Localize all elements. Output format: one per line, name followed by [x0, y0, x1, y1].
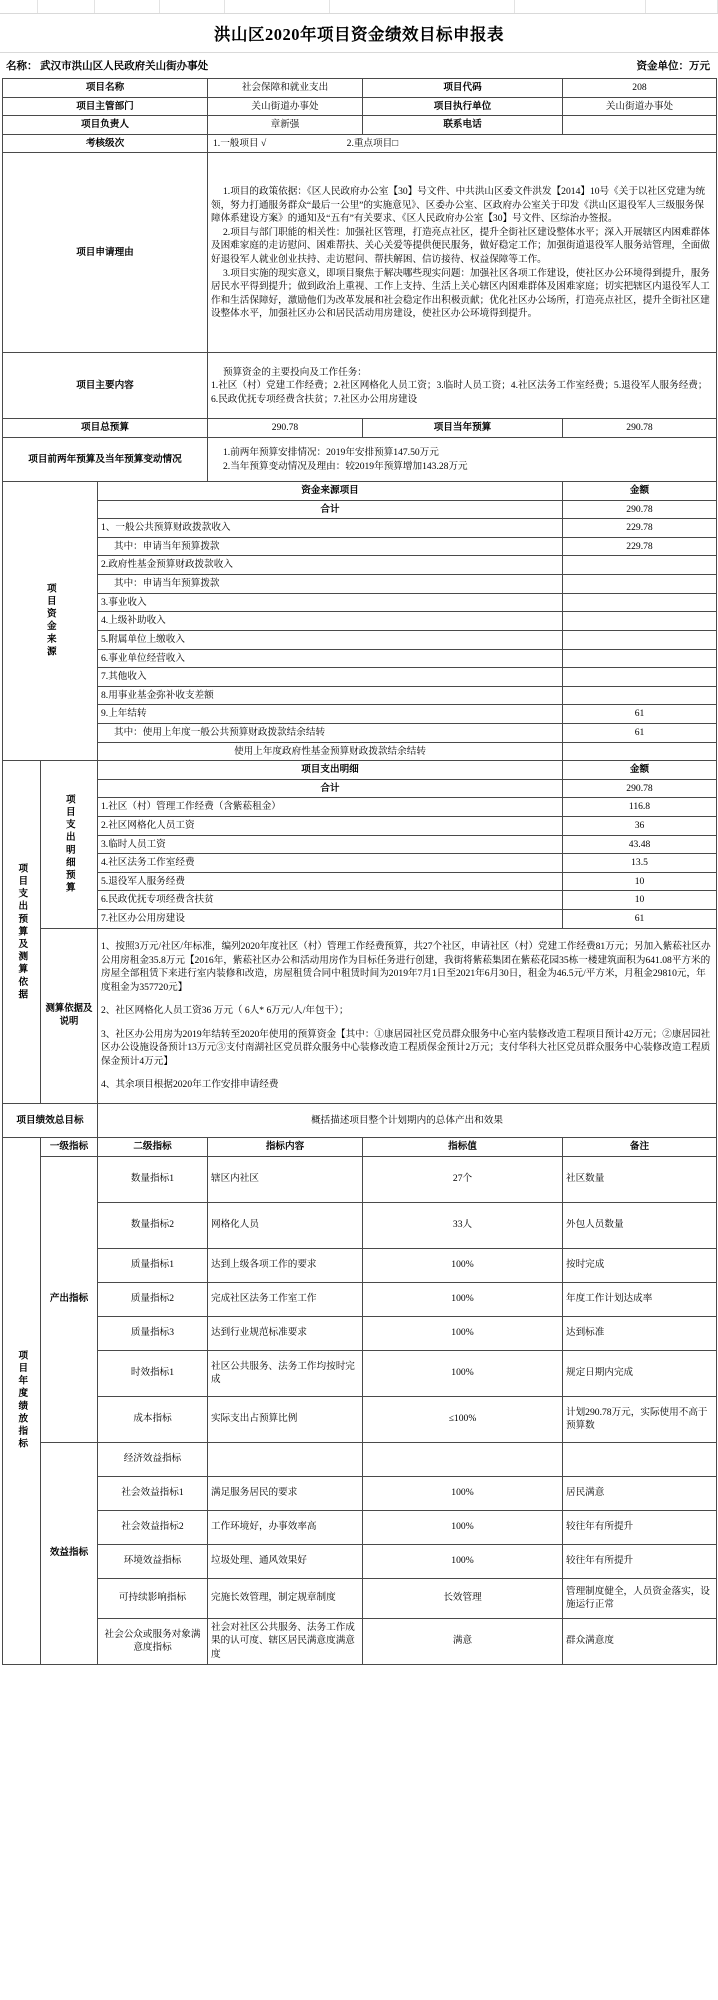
table-row-expenditure-item	[3, 891, 717, 910]
perf-content: 辖区内社区	[208, 1156, 363, 1202]
overall-goal-label: 项目绩效总目标	[3, 1104, 98, 1138]
perf-value: 100%	[363, 1476, 563, 1510]
table-row-funding-item	[3, 537, 717, 556]
perf-value: ≤100%	[363, 1396, 563, 1442]
perf-content: 社区公共服务、法务工作均按时完成	[208, 1350, 363, 1396]
perf-group-output: 产出指标	[41, 1156, 98, 1442]
expenditure-item-amount: 116.8	[563, 798, 717, 817]
table-row-perf-item	[3, 1442, 717, 1476]
perf-content: 达到上级各项工作的要求	[208, 1248, 363, 1282]
perf-col-value: 指标值	[363, 1138, 563, 1157]
name-value: 武汉市洪山区人民政府关山街办事处	[40, 61, 209, 72]
perf-level2: 时效指标1	[98, 1350, 208, 1396]
unit-name-block	[6, 58, 208, 73]
exec-value: 关山街道办事处	[563, 97, 717, 116]
funding-item-amount	[563, 593, 717, 612]
funding-item-amount	[563, 612, 717, 631]
table-row-basis	[3, 928, 717, 1103]
table-row-expenditure-item	[3, 854, 717, 873]
perf-value: 100%	[363, 1510, 563, 1544]
perf-content: 垃圾处理、通风效果好	[208, 1544, 363, 1578]
reason-paragraph-1: 1.项目的政策依据：《区人民政府办公室【30】号文件、中共洪山区委文件洪发【2014】10号《关于以社区党建为统领，努力打通服务群众“最后一公里”的实施意见》、区委办公室、区政府办公室关于印发《洪山区退役军人三级服务保障体系建设方案》的通知及“五有”有关要求、《区人民政府办公室【30】号文件、区综治办签报。	[211, 185, 706, 225]
table-row-reason	[3, 153, 717, 353]
perf-level2: 质量指标3	[98, 1316, 208, 1350]
perf-note: 群众满意度	[563, 1618, 717, 1664]
perf-value: 100%	[363, 1544, 563, 1578]
expenditure-item-amount: 290.78	[563, 779, 717, 798]
perf-note: 较往年有所提升	[563, 1544, 717, 1578]
perf-note: 按时完成	[563, 1248, 717, 1282]
funding-item-amount: 61	[563, 705, 717, 724]
table-row-assessment-level	[3, 134, 717, 153]
content-paragraph-1: 预算资金的主要投向及工作任务：	[223, 366, 367, 378]
perf-value: 100%	[363, 1350, 563, 1396]
expenditure-item-amount: 61	[563, 910, 717, 929]
level-label: 考核级次	[3, 134, 208, 153]
level-options	[208, 134, 717, 153]
perf-content: 完成社区法务工作室工作	[208, 1282, 363, 1316]
funding-item-name: 其中：申请当年预算拨款	[98, 537, 563, 556]
funding-item-name: 1、一般公共预算财政拨款收入	[98, 519, 563, 538]
project-name-label: 项目名称	[3, 79, 208, 98]
table-row-funding-item	[3, 556, 717, 575]
funding-item-name: 其中：申请当年预算拨款	[98, 575, 563, 594]
total-budget-label: 项目总预算	[3, 419, 208, 438]
table-row-perf-header	[3, 1138, 717, 1157]
owner-value: 章新强	[208, 116, 363, 135]
perf-label-text: 项目年度绩放指标	[16, 1350, 28, 1452]
owner-label: 项目负责人	[3, 116, 208, 135]
table-row-funding-item	[3, 686, 717, 705]
perf-col-level1: 一级指标	[41, 1138, 98, 1157]
funding-item-name: 2.政府性基金预算财政拨款收入	[98, 556, 563, 575]
subheader	[0, 53, 718, 78]
table-row-owner	[3, 116, 717, 135]
perf-note: 社区数量	[563, 1156, 717, 1202]
table-row-funding-item	[3, 649, 717, 668]
content-label: 项目主要内容	[3, 353, 208, 419]
expenditure-item-name: 合计	[98, 779, 563, 798]
expenditure-item-amount: 10	[563, 872, 717, 891]
table-row-department	[3, 97, 717, 116]
perf-content: 实际支出占预算比例	[208, 1396, 363, 1442]
table-row-funding-header	[3, 482, 717, 501]
table-row-perf-item	[3, 1578, 717, 1618]
table-row-expenditure-item	[3, 872, 717, 891]
perf-note: 居民满意	[563, 1476, 717, 1510]
funding-item-amount	[563, 649, 717, 668]
expenditure-item-name: 7.社区办公用房建设	[98, 910, 563, 929]
basis-body	[98, 928, 717, 1103]
level-option-key[interactable]: 2.重点项目□	[346, 137, 399, 149]
expenditure-item-name: 6.民政优抚专项经费含扶贫	[98, 891, 563, 910]
table-row-expenditure-item	[3, 798, 717, 817]
basis-paragraph-1: 1、按照3万元/社区/年标准，编列2020年度社区（村）管理工作经费预算，共27个社区，申请社区（村）党建工作经费81万元；另加入紫菘社区办公用房租金35.8万元【2016年，紫菘社区办公和活动用房作为目标任务进行创建，我街将紫菘集团在紫菘花园35栋一楼建筑面积为641.08平方米的房屋全部租赁下来进行室内装修和改造，房屋租赁合同中租赁时间为2019年7月1日至2021年6月30日，租金为46.5元/平方米，月租金29810元，年度租金为357720元】	[101, 941, 711, 994]
page-title: 洪山区2020年项目资金绩效目标申报表	[0, 14, 718, 53]
expenditure-item-amount: 43.48	[563, 835, 717, 854]
prior-budget-paragraph-1: 1.前两年预算安排情况：2019年安排预算147.50万元	[223, 446, 439, 458]
perf-value: 33人	[363, 1202, 563, 1248]
table-row-funding-item	[3, 630, 717, 649]
name-label: 名称：	[6, 61, 38, 72]
table-row-expenditure-header	[3, 761, 717, 780]
funding-item-name: 9.上年结转	[98, 705, 563, 724]
table-row-funding-item	[3, 742, 717, 761]
expenditure-col-item: 项目支出明细	[98, 761, 563, 780]
perf-col-level2: 二级指标	[98, 1138, 208, 1157]
funding-item-name: 其中：使用上年度一般公共预算财政拨款结余结转	[98, 723, 563, 742]
table-row-perf-item	[3, 1248, 717, 1282]
perf-content: 满足服务居民的要求	[208, 1476, 363, 1510]
table-row-perf-item	[3, 1476, 717, 1510]
expenditure-item-name: 2.社区网格化人员工资	[98, 817, 563, 836]
overall-goal-value: 概括描述项目整个计划期内的总体产出和效果	[98, 1104, 717, 1138]
project-code-value: 208	[563, 79, 717, 98]
content-body	[208, 353, 717, 419]
perf-level2: 社会公众或服务对象满意度指标	[98, 1618, 208, 1664]
perf-value: 长效管理	[363, 1578, 563, 1618]
table-row-funding-item	[3, 705, 717, 724]
table-row-main-content	[3, 353, 717, 419]
total-budget-value: 290.78	[208, 419, 363, 438]
perf-content: 工作环境好，办事效率高	[208, 1510, 363, 1544]
funding-item-name: 合计	[98, 500, 563, 519]
funding-item-amount	[563, 556, 717, 575]
expenditure-item-name: 5.退役军人服务经费	[98, 872, 563, 891]
basis-paragraph-3: 3、社区办公用房为2019年结转至2020年使用的预算资金【其中：①康居园社区党员群众服务中心室内装修改造工程项目预计42万元；②康居园社区办公设施设备预计13万元③支付南湖社区党员群众服务中心装修改造工程质保金预计2万元；支付华科大社区党员群众服务中心装修改造工程质保金预计4万元】	[101, 1028, 711, 1067]
table-row-expenditure-item	[3, 779, 717, 798]
reason-content	[208, 153, 717, 353]
table-row-funding-item	[3, 575, 717, 594]
perf-col-content: 指标内容	[208, 1138, 363, 1157]
reason-label: 项目申请理由	[3, 153, 208, 353]
perf-content: 网格化人员	[208, 1202, 363, 1248]
perf-label	[3, 1138, 41, 1664]
reason-paragraph-3: 3.项目实施的现实意义，即项目聚焦于解决哪些现实问题：加强社区各项工作建设，使社区办公环境得到提升，服务居民水平得到提升；做到政治上重视、工作上支持、生活上关心辖区内困难群体及困难家庭；切实把辖区内退役军人工作和生活保障好，激励他们为改革发展和社会稳定作出积极贡献；优化社区办公场所，打造亮点社区，提升全街社区建设整体水平，加强社区办公和居民活动用房建设，使社区办公环境得到提升。	[211, 267, 710, 320]
perf-level2: 可持续影响指标	[98, 1578, 208, 1618]
funding-item-amount: 229.78	[563, 519, 717, 538]
exec-label: 项目执行单位	[363, 97, 563, 116]
table-row-expenditure-item	[3, 817, 717, 836]
prior-budget-body	[208, 438, 717, 482]
perf-level2: 成本指标	[98, 1396, 208, 1442]
table-row-funding-item	[3, 593, 717, 612]
basis-label-text: 测算依据及说明	[45, 1003, 93, 1027]
perf-note: 外包人员数量	[563, 1202, 717, 1248]
table-row-funding-item	[3, 519, 717, 538]
table-row-funding-item	[3, 723, 717, 742]
content-paragraph-2: 1.社区（村）党建工作经费；2.社区网格化人员工资；3.临时人员工资；4.社区法务工作室经费；5.退役军人服务经费；6.民政优抚专项经费含扶贫；7.社区办公用房建设	[211, 380, 708, 405]
perf-col-note: 备注	[563, 1138, 717, 1157]
funding-item-amount	[563, 575, 717, 594]
expenditure-inner-label-text: 项目支出明细预算	[63, 794, 75, 895]
level-option-general[interactable]: 1.一般项目 √	[213, 137, 267, 149]
expenditure-item-amount: 10	[563, 891, 717, 910]
perf-group-benefit: 效益指标	[41, 1442, 98, 1664]
perf-level2: 社会效益指标1	[98, 1476, 208, 1510]
table-row-funding-item	[3, 500, 717, 519]
perf-value: 100%	[363, 1316, 563, 1350]
phone-label: 联系电话	[363, 116, 563, 135]
dept-label: 项目主管部门	[3, 97, 208, 116]
form-table	[2, 78, 717, 1665]
funding-source-label-text: 项目资金来源	[44, 583, 56, 659]
perf-note	[563, 1442, 717, 1476]
funding-source-label	[3, 482, 98, 761]
funding-item-name: 4.上级补助收入	[98, 612, 563, 631]
basis-label	[41, 928, 98, 1103]
perf-note: 计划290.78万元，实际使用不高于预算数	[563, 1396, 717, 1442]
table-row-funding-item	[3, 668, 717, 687]
table-row-perf-item	[3, 1316, 717, 1350]
perf-level2: 质量指标2	[98, 1282, 208, 1316]
project-name-value: 社会保障和就业支出	[208, 79, 363, 98]
perf-value	[363, 1442, 563, 1476]
expenditure-outer-label	[3, 761, 41, 1104]
perf-content: 社会对社区公共服务、法务工作成果的认可度、辖区居民满意度满意度	[208, 1618, 363, 1664]
table-row-perf-item	[3, 1510, 717, 1544]
funding-item-amount: 229.78	[563, 537, 717, 556]
perf-level2: 经济效益指标	[98, 1442, 208, 1476]
reason-paragraph-2: 2.项目与部门职能的相关性：加强社区管理，打造亮点社区，提升全街社区建设整体水平；深入开展辖区内困难群体及困难家庭的走访慰问、困难帮扶、关心关爱等提供便民服务，做好稳定工作；加强街道退役军人服务站管理，全面做好退役军人就业创业扶持、走访慰问、帮扶解困、信访接待、权益保障等工作。	[211, 226, 710, 265]
table-row-perf-item	[3, 1202, 717, 1248]
perf-level2: 社会效益指标2	[98, 1510, 208, 1544]
table-row-project-name	[3, 79, 717, 98]
table-row-perf-item	[3, 1396, 717, 1442]
perf-note: 达到标准	[563, 1316, 717, 1350]
expenditure-item-amount: 13.5	[563, 854, 717, 873]
perf-note: 年度工作计划达成率	[563, 1282, 717, 1316]
funding-item-amount	[563, 686, 717, 705]
expenditure-col-amount: 金额	[563, 761, 717, 780]
funding-item-name: 5.附属单位上缴收入	[98, 630, 563, 649]
spreadsheet-column-strip	[0, 0, 718, 14]
table-row-funding-item	[3, 612, 717, 631]
perf-note: 规定日期内完成	[563, 1350, 717, 1396]
perf-content	[208, 1442, 363, 1476]
perf-note: 管理制度健全，人员资金落实，设施运行正常	[563, 1578, 717, 1618]
perf-value: 100%	[363, 1282, 563, 1316]
funding-col-amount: 金额	[563, 482, 717, 501]
table-row-perf-item	[3, 1350, 717, 1396]
expenditure-inner-label	[41, 761, 98, 928]
perf-value: 27个	[363, 1156, 563, 1202]
expenditure-item-amount: 36	[563, 817, 717, 836]
perf-value: 满意	[363, 1618, 563, 1664]
table-row-overall-goal	[3, 1104, 717, 1138]
expenditure-outer-label-text: 项目支出预算及测算依据	[16, 862, 28, 1002]
perf-content: 完施长效管理，制定规章制度	[208, 1578, 363, 1618]
funding-item-name: 使用上年度政府性基金预算财政拨款结余结转	[98, 742, 563, 761]
project-code-label: 项目代码	[363, 79, 563, 98]
currency-unit-label: 资金单位：万元	[636, 61, 710, 72]
perf-note: 较往年有所提升	[563, 1510, 717, 1544]
table-row-perf-item	[3, 1618, 717, 1664]
table-row-total-budget	[3, 419, 717, 438]
expenditure-item-name: 4.社区法务工作室经费	[98, 854, 563, 873]
basis-paragraph-2: 2、社区网格化人员工资36 万元（ 6人* 6万元/人/年包干）；	[101, 1005, 349, 1017]
table-row-expenditure-item	[3, 835, 717, 854]
perf-level2: 质量指标1	[98, 1248, 208, 1282]
expenditure-item-name: 3.临时人员工资	[98, 835, 563, 854]
table-row-perf-item	[3, 1544, 717, 1578]
prior-budget-label: 项目前两年预算及当年预算变动情况	[3, 438, 208, 482]
year-budget-label: 项目当年预算	[363, 419, 563, 438]
funding-item-name: 3.事业收入	[98, 593, 563, 612]
funding-item-amount	[563, 630, 717, 649]
funding-col-item: 资金来源项目	[98, 482, 563, 501]
funding-item-name: 8.用事业基金弥补收支差额	[98, 686, 563, 705]
perf-content: 达到行业规范标准要求	[208, 1316, 363, 1350]
table-row-perf-item	[3, 1156, 717, 1202]
dept-value: 关山街道办事处	[208, 97, 363, 116]
expenditure-item-name: 1.社区（村）管理工作经费（含紫菘租金）	[98, 798, 563, 817]
perf-level2: 数量指标1	[98, 1156, 208, 1202]
funding-item-name: 6.事业单位经营收入	[98, 649, 563, 668]
perf-level2: 数量指标2	[98, 1202, 208, 1248]
year-budget-value: 290.78	[563, 419, 717, 438]
table-row-prior-budget	[3, 438, 717, 482]
funding-item-amount	[563, 742, 717, 761]
funding-item-amount: 61	[563, 723, 717, 742]
basis-paragraph-4: 4、其余项目根据2020年工作安排申请经费	[101, 1078, 279, 1090]
funding-item-amount	[563, 668, 717, 687]
table-row-perf-item	[3, 1282, 717, 1316]
funding-item-amount: 290.78	[563, 500, 717, 519]
table-row-expenditure-item	[3, 910, 717, 929]
perf-value: 100%	[363, 1248, 563, 1282]
perf-level2: 环境效益指标	[98, 1544, 208, 1578]
prior-budget-paragraph-2: 2.当年预算变动情况及理由：较2019年预算增加143.28万元	[223, 460, 468, 472]
phone-value	[563, 116, 717, 135]
funding-item-name: 7.其他收入	[98, 668, 563, 687]
